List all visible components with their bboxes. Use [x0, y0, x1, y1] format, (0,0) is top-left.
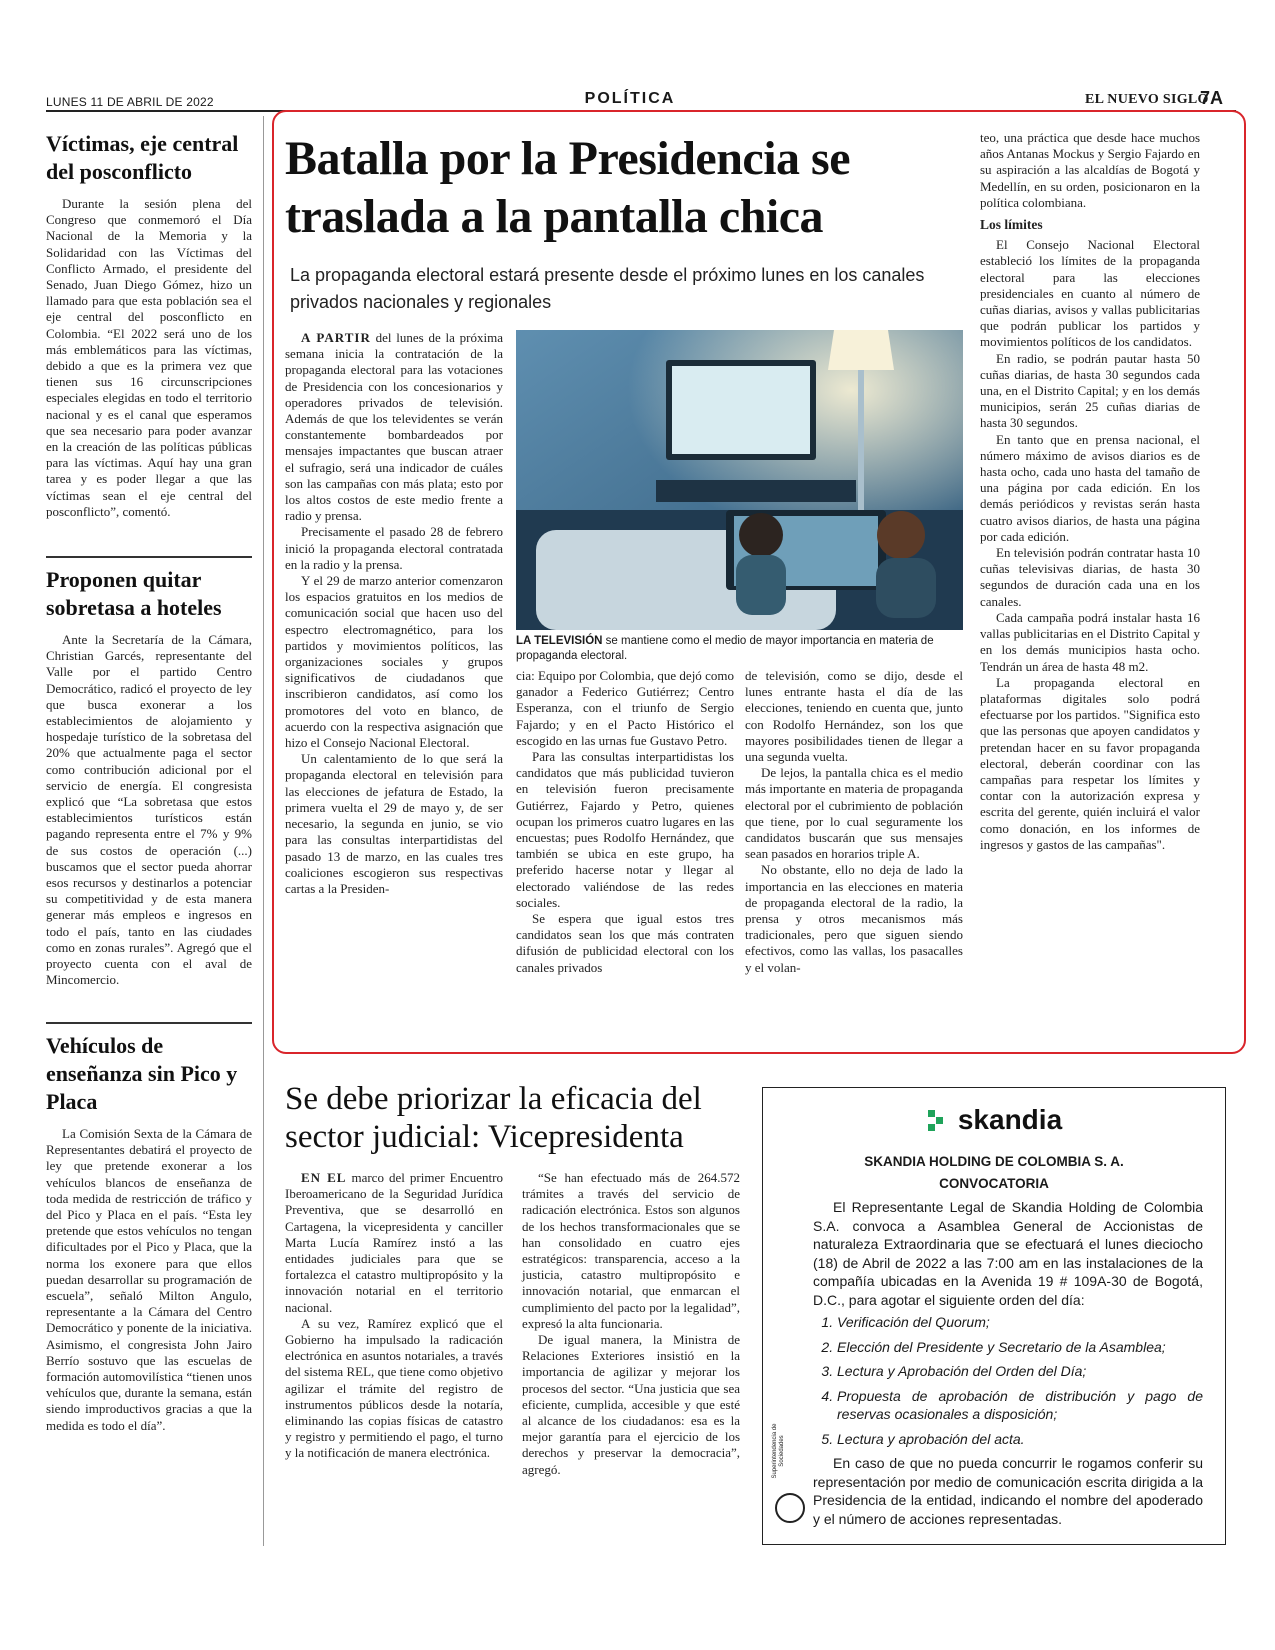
paragraph: Se espera que igual estos tres candidatos sean los que más contraten difusión de publicidad electoral con los canales privados: [516, 911, 734, 975]
photo-caption: [516, 634, 963, 664]
paragraph: No obstante, ello no deja de lado la importancia en las elecciones en materia de propaganda electoral de la radio, la prensa y otros mecanismos más tradicionales, pero que siguen siendo efectivos, como las vallas, los pasacalles y el volan-: [745, 862, 963, 975]
side-article-victimas: [46, 130, 252, 520]
second-column-1: [285, 1170, 503, 1462]
paragraph: De igual manera, la Ministra de Relaciones Exteriores insistió en la importancia de agilizar y mejorar los procesos del sector. “Una justicia que sea eficiente, cumplida, accesible y que esté al alcance de los ciudadanos: esa es la mejor garantía para el ejercicio de los derechos y preservar la democracia”, agregó.: [522, 1332, 740, 1477]
ad-title: CONVOCATORIA: [939, 1176, 1049, 1191]
skandia-advertisement: [762, 1087, 1226, 1545]
main-subtitle: La propaganda electoral estará presente desde el próximo lunes en los canales privados nacionales y regionales: [290, 265, 925, 312]
ad-intro: El Representante Legal de Skandia Holding de Colombia S.A. convoca a Asamblea General de Accionistas de naturaleza Extraordinaria que se efectuará el lunes dieciocho (18) de Abril de 2022 a las 7:00 am en las instalaciones de la compañía ubicadas en la Avenida 19 # 109A-30 de Bogotá, D.C., para agotar el siguiente orden del día:: [813, 1199, 1203, 1308]
paragraph: En televisión podrán contratar hasta 10 cuñas televisivas diarias, de hasta 30 segundos de duración cada una en los canales.: [980, 545, 1200, 609]
section-title: POLÍTICA: [584, 90, 676, 107]
second-headline: Se debe priorizar la eficacia del sector judicial: Vicepresidenta: [285, 1081, 702, 1155]
side-body: [46, 1126, 252, 1434]
main-column-4: [980, 130, 1200, 853]
paragraph: Y el 29 de marzo anterior comenzaron los espacios gratuitos en los medios de comunicación social que hacen uso del espectro electromagnético, para los partidos y movimientos políticos, las organizaciones sociales y grupos significativos de ciudadanos que inscribieron candidatos, así como los promotores del voto en blanco, de acuerdo con la respectiva asignación que hizo el Consejo Nacional Electoral.: [285, 573, 503, 751]
agenda-item: 1. Verificación del Quorum;: [837, 1313, 1203, 1332]
paragraph-text: marco del primer Encuentro Iberoamericano de la Seguridad Jurídica Preventiva, que se desarrolló en Cartagena, la vicepresidenta y canciller Marta Lucía Ramírez instó a las entidades judiciales para que se fortalezca el catastro multipropósito y la innovación notarial en el territorio nacional.: [285, 1170, 503, 1315]
newspaper-name: EL NUEVO SIGLO: [1085, 92, 1209, 107]
agenda-item: 4. Propuesta de aprobación de distribución y pago de reservas ocasionales a disposición;: [837, 1387, 1203, 1424]
paragraph: Cada campaña podrá instalar hasta 16 vallas publicitarias en el Distrito Capital y en los demás municipios hasta ocho. Tendrán un área de hasta 48 m2.: [980, 609, 1200, 674]
side-body: [46, 632, 252, 988]
skandia-logo: [763, 1104, 1225, 1136]
main-column-1: [285, 330, 503, 897]
paragraph: Durante la sesión plena del Congreso que conmemoró el Día Nacional de la Memoria y la Solidaridad con las Víctimas del Conflicto Armado, el presidente del Senado, Juan Diego Gómez, hizo un llamado para que esta población sea el eje central del posconflicto en Colombia. “El 2022 será uno de los más emblemáticos para las víctimas, debido a que es la primera vez que tienen sus 16 circunscripciones especiales elegidas en todo el territorio nacional y es el canal que esperamos que sea necesario para poder avanzar en la creación de las políticas públicas para las víctimas. Aquí hay una gran tarea y es poder llegar a que las víctimas sean el eje central del posconflicto”, comentó.: [46, 196, 252, 519]
main-column-2: [516, 668, 734, 976]
paragraph: Precisamente el pasado 28 de febrero inició la propaganda electoral contratada en la radio y la prensa.: [285, 524, 503, 572]
paragraph: de televisión, como se dijo, desde el lunes entrante hasta el día de las elecciones, teniendo en cuenta que, junto con Rodolfo Hernández, son los que mayores posibilidades tienen de llegar a una segunda vuelta.: [745, 668, 963, 765]
side-body: [46, 196, 252, 520]
ad-body: [813, 1198, 1203, 1528]
caption-text: se mantiene como el medio de mayor importancia en materia de propaganda electoral.: [516, 635, 934, 662]
paragraph: “Se han efectuado más de 264.572 trámites a través del servicio de radicación electrónica. Estos son algunos de los hechos transformacionales que se han consolidado en cuatro ejes estratégicos: transparencia, acceso a la justicia, catastro multipropósito e innovación notarial, que enmarcan el cumplimiento del pacto por la legalidad”, expresó la alta funcionaria.: [522, 1170, 740, 1331]
lead-in: A PARTIR: [301, 330, 371, 345]
paragraph: A su vez, Ramírez explicó que el Gobierno ha impulsado la radicación electrónica en asuntos notariales, a través del sistema REL, que tiene como objetivo agilizar el trámite del registro de instrumentos públicos desde la notaría, eliminando las copias físicas de catastro y registro y permitiendo el pago, el turno y la notificación de manera electrónica.: [285, 1315, 503, 1461]
paragraph: La Comisión Sexta de la Cámara de Representantes debatirá el proyecto de ley que pretende exonerar a los vehículos blancos de enseñanza de toda medida de restricción de tráfico y del Pico y Placa en el país. “Esta ley pretende que estos vehículos no tengan dificultades por el Pico y Placa, que la norma los exonere para que ellos puedan desarrollar su programación de escuela”, señaló Milton Angulo, representante a la Cámara del Centro Democrático y ponente de la iniciativa. Asimismo, el congresista John Jairo Berrío sostuvo que las escuelas de formación automovilística “tienen unos vehículos que, durante la semana, están siendo improductivos gracias a que la medida es todo el día”.: [46, 1126, 252, 1433]
supersociedades-label: Superintendencia de Sociedades: [772, 1423, 785, 1479]
paragraph: El Consejo Nacional Electoral estableció los límites de la propaganda electoral para las elecciones presidenciales en cuanto al número de cuñas diarias, avisos y vallas publicitarias que podrán publicar los partidos y movimientos políticos de los candidatos.: [980, 237, 1200, 350]
paragraph: Ante la Secretaría de la Cámara, Christian Garcés, representante del Valle por el partido Centro Democrático, radicó el proyecto de ley que busca exonerar a los establecimientos de alojamiento y hospedaje turístico de la sobretasa del 20% que actualmente paga el sector como contribución adicional por el servicio de energía. El congresista explicó que “La sobretasa que estos establecimientos turísticos están pagando representa entre el 7% y 9% de sus costos de operación (...) buscamos que el sector pueda ahorrar esos recursos y destinarlos a potenciar su competitividad y de esta manera generar más empleos e ingresos en todo el país, tanto en las ciudades como en zonas rurales”. Agregó que el proyecto cuenta con el aval de Mincomercio.: [46, 632, 252, 988]
skandia-mark-icon: [926, 1108, 952, 1132]
page-number: 7A: [1200, 88, 1224, 108]
television-photo: [516, 330, 963, 630]
lead-in: EN EL: [301, 1170, 347, 1185]
ad-company: SKANDIA HOLDING DE COLOMBIA S. A.: [864, 1154, 1124, 1169]
paragraph: Un calentamiento de lo que será la propaganda electoral en televisión para las elecciones de jefatura de Estado, la primera vuelta el 29 de mayo y, de ser necesario, la segunda en junio, se vio para las consultas interpartidistas del pasado 13 de marzo, en las cuales tres coaliciones escogieron sus respectivas cartas a la Presiden-: [285, 751, 503, 896]
divider: [46, 1022, 252, 1024]
side-headline: Proponen quitar sobretasa a hoteles: [46, 567, 222, 620]
side-article-hoteles: [46, 566, 252, 988]
subhead-limites: Los límites: [980, 217, 1043, 233]
column-rule: [263, 116, 264, 1546]
side-headline: Vehículos de enseñanza sin Pico y Placa: [46, 1033, 238, 1114]
agenda-item: 3. Lectura y Aprobación del Orden del Día;: [837, 1362, 1203, 1381]
supersociedades-seal-icon: [775, 1493, 805, 1523]
main-headline: Batalla por la Presidencia se traslada a la pantalla chica: [285, 132, 851, 243]
divider: [46, 556, 252, 558]
main-column-3: [745, 668, 963, 976]
paragraph: De lejos, la pantalla chica es el medio más importante en materia de propaganda electoral por el cubrimiento de población que tiene, por lo cual seguramente los candidatos buscarán que sus mensajes sean pasados en horarios triple A.: [745, 765, 963, 862]
agenda-item: 5. Lectura y aprobación del acta.: [837, 1430, 1203, 1449]
paragraph-text: del lunes de la próxima semana inicia la contratación de la propaganda electoral para las votaciones de Presidencia con los concesionarios y operadores privados de televisión. Además de que los televidentes se verán constantemente bombardeados por mensajes impactantes que buscan atraer el sufragio, será una indicador de cuáles son las campañas con más plata; esto por los altos costos de este medio frente a radio y prensa.: [285, 330, 503, 524]
agenda-list: [813, 1313, 1203, 1448]
second-column-2: [522, 1170, 740, 1478]
caption-lead: LA TELEVISIÓN: [516, 635, 603, 647]
agenda-item: 2. Elección del Presidente y Secretario de la Asamblea;: [837, 1338, 1203, 1357]
paragraph: En radio, se podrán pautar hasta 50 cuñas diarias, de hasta 30 segundos cada una, en el Distrito Capital; y en los demás municipios, serán 25 cuñas diarias de hasta 30 segundos.: [980, 350, 1200, 431]
side-headline: Víctimas, eje central del posconflicto: [46, 131, 239, 184]
paragraph: En tanto que en prensa nacional, el número máximo de avisos diarios es de hasta ocho, cada uno hasta del tamaño de una página por cada edición. En los demás periódicos y revistas serán hasta cuatro avisos diarios, de hasta una página por cada edición.: [980, 431, 1200, 544]
ad-closing: En caso de que no pueda concurrir le rogamos conferir su representación por medio de comunicación escrita dirigida a la Presidencia de la entidad, indicando el nombre del apoderado y el número de acciones representadas.: [813, 1455, 1203, 1527]
paragraph: Para las consultas interpartidistas los candidatos que más publicidad tuvieron en televisión fueron precisamente Gutiérrez, Fajardo y Petro, quienes ocupan los primeros cuatro lugares en las encuestas; pues Rodolfo Hernández, que también se ubica en este grupo, ha preferido hacerse notar y llegar al electorado valiéndose de las redes sociales.: [516, 749, 734, 910]
side-article-vehiculos: [46, 1032, 252, 1434]
paragraph: cia: Equipo por Colombia, que dejó como ganador a Federico Gutiérrez; Centro Esperanza, con el triunfo de Sergio Fajardo; y en el Pacto Histórico el escogido en las urnas fue Gustavo Petro.: [516, 668, 734, 748]
logo-text: skandia: [957, 1104, 1063, 1135]
edition-date: LUNES 11 DE ABRIL DE 2022: [46, 95, 214, 109]
paragraph: teo, una práctica que desde hace muchos años Antanas Mockus y Sergio Fajardo en su aspiración a las alcaldías de Bogotá y Medellín, en su orden, posicionaron en la política colombiana.: [980, 130, 1200, 210]
paragraph: La propaganda electoral en plataformas digitales solo podrá efectuarse por los partidos. "Significa esto que las personas que apoyen candidatos y pretendan hacer en su favor propaganda electoral, deberán coordinar con las campañas para respetar los límites y contar con la autorización expresa y escrita del gerente, quién incluirá el valor como donación, en los informes de ingresos y gastos de las campañas".: [980, 674, 1200, 852]
